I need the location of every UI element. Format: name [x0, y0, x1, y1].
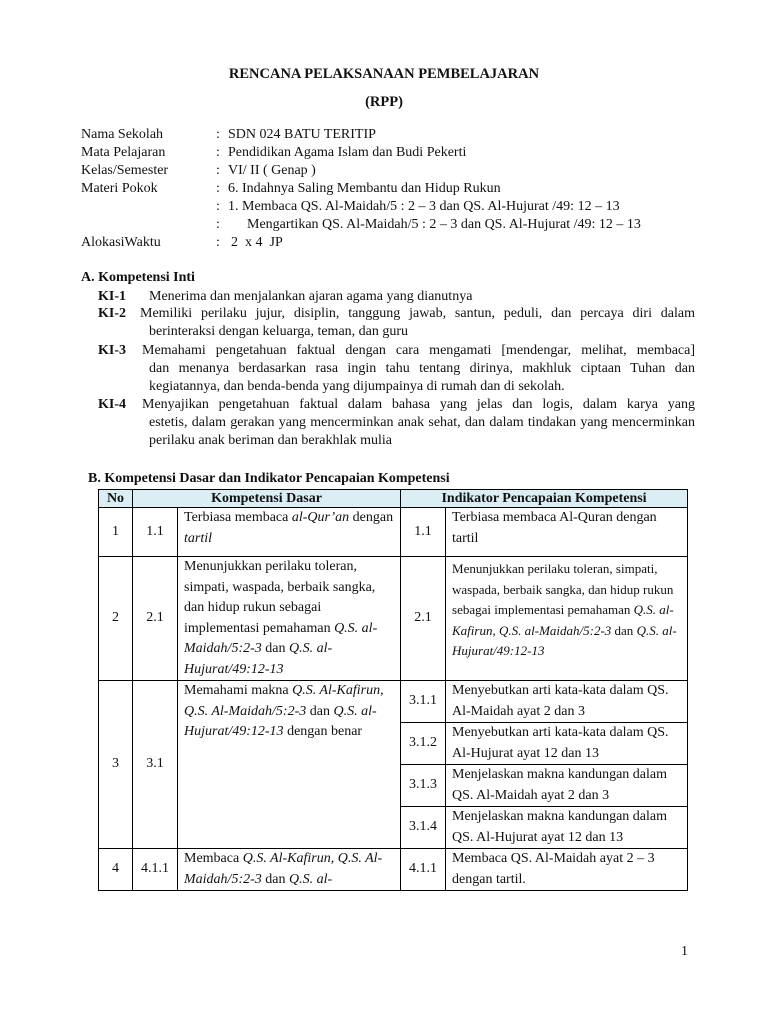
kd-code: 4.1.1: [133, 849, 178, 891]
ki-code: KI-4: [98, 397, 126, 412]
row-no: 3: [99, 681, 133, 849]
kd-text: Menunjukkan perilaku toleran, simpati, waspada, berbaik sangka, dan hidup rukun sebagai implementasi pemahaman Q.S. al- Maidah/5:2-3 dan Q.S. al-Hujurat/49:12-13: [178, 557, 401, 681]
ipk-text: Menyebutkan arti kata-kata dalam QS. Al-Hujurat ayat 12 dan 13: [446, 723, 688, 765]
ki-text-cont: estetis, dalam gerakan yang mencerminkan anak sehat, dan dalam tindakan yang mencerminkan perilaku anak beriman dan berakhlak mulia: [149, 415, 695, 448]
page-number: 1: [681, 944, 688, 959]
ipk-code: 3.1.4: [401, 807, 446, 849]
ipk-text: Membaca QS. Al-Maidah ayat 2 – 3 dengan tartil.: [446, 849, 688, 891]
kd-text: Terbiasa membaca al-Qur’an dengan tartil: [178, 508, 401, 557]
col-header-ipk: Indikator Pencapaian Kompetensi: [401, 490, 688, 508]
ki-text: Menerima dan menjalankan ajaran agama yang dianutnya: [149, 289, 473, 304]
ipk-text: Menjelaskan makna kandungan dalam QS. Al-Hujurat ayat 12 dan 13: [446, 807, 688, 849]
ki-code: KI-3: [98, 343, 126, 358]
label: Kelas/Semester: [81, 163, 169, 178]
table-row: [99, 849, 688, 891]
ipk-code: 1.1: [401, 508, 446, 557]
table-row: [99, 681, 688, 723]
value: 6. Indahnya Saling Membantu dan Hidup Rukun: [228, 181, 501, 196]
ipk-text: Menunjukkan perilaku toleran, simpati, waspada, berbaik sangka, dan hidup rukun sebagai implementasi pemahaman Q.S. al-Kafirun, Q.S. al-Maidah/5:2-3 dan Q.S. al- Hujurat/49:12-13: [446, 557, 688, 681]
ipk-text: Terbiasa membaca Al-Quran dengan tartil: [446, 508, 688, 557]
colon: :: [216, 163, 220, 178]
ki-text: Memiliki perilaku jujur, disiplin, tanggung jawab, santun, peduli, dan percaya diri dalam: [140, 306, 695, 321]
ipk-code: 2.1: [401, 557, 446, 681]
ki-text: Memahami pengetahuan faktual dengan cara mengamati [mendengar, melihat, membaca]: [142, 343, 695, 358]
ki-text-cont: dan menanya berdasarkan rasa ingin tahu tentang dirinya, makhluk ciptaan Tuhan dan kegiatannya, dan benda-benda yang dijumpainya di rumah dan di sekolah.: [149, 361, 695, 394]
col-header-no: No: [99, 490, 133, 508]
value: 2 x 4 JP: [231, 235, 283, 250]
table-row: [99, 557, 688, 681]
label: Materi Pokok: [81, 181, 158, 196]
colon: :: [216, 217, 220, 232]
col-header-kd: Kompetensi Dasar: [133, 490, 401, 508]
ki-item: [98, 305, 695, 341]
kd-text: Membaca Q.S. Al-Kafirun, Q.S. Al-Maidah/5:2-3 dan Q.S. al-: [178, 849, 401, 891]
kd-code: 1.1: [133, 508, 178, 557]
kd-code: 3.1: [133, 681, 178, 849]
row-no: 2: [99, 557, 133, 681]
ki-item: [98, 396, 695, 450]
colon: :: [216, 127, 220, 142]
value: Mengartikan QS. Al-Maidah/5 : 2 – 3 dan QS. Al-Hujurat /49: 12 – 13: [247, 217, 641, 232]
kd-text: Memahami makna Q.S. Al-Kafirun, Q.S. Al-Maidah/5:2-3 dan Q.S. al- Hujurat/49:12-13 dengan benar: [178, 681, 401, 849]
value: Pendidikan Agama Islam dan Budi Pekerti: [228, 145, 467, 160]
kd-table: [98, 489, 688, 891]
colon: :: [216, 235, 220, 250]
table-header-row: [99, 490, 688, 508]
label: Mata Pelajaran: [81, 145, 166, 160]
colon: :: [216, 145, 220, 160]
ipk-code: 3.1.2: [401, 723, 446, 765]
colon: :: [216, 181, 220, 196]
section-b-heading: B. Kompetensi Dasar dan Indikator Pencapaian Kompetensi: [88, 471, 450, 486]
kd-code: 2.1: [133, 557, 178, 681]
ipk-code: 3.1.3: [401, 765, 446, 807]
table-row: [99, 508, 688, 557]
section-a-heading: A. Kompetensi Inti: [81, 270, 195, 285]
ipk-text: Menyebutkan arti kata-kata dalam QS. Al-Maidah ayat 2 dan 3: [446, 681, 688, 723]
ipk-code: 3.1.1: [401, 681, 446, 723]
ki-item: [98, 288, 695, 306]
row-no: 4: [99, 849, 133, 891]
ipk-code: 4.1.1: [401, 849, 446, 891]
value: SDN 024 BATU TERITIP: [228, 127, 376, 142]
ki-text-cont: berinteraksi dengan keluarga, teman, dan guru: [149, 324, 409, 339]
label: Nama Sekolah: [81, 127, 164, 142]
ipk-text: Menjelaskan makna kandungan dalam QS. Al-Maidah ayat 2 dan 3: [446, 765, 688, 807]
ki-code: KI-1: [98, 289, 126, 304]
value: VI/ II ( Genap ): [228, 163, 316, 178]
colon: :: [216, 199, 220, 214]
value: 1. Membaca QS. Al-Maidah/5 : 2 – 3 dan QS. Al-Hujurat /49: 12 – 13: [228, 199, 620, 214]
ki-item: [98, 342, 695, 396]
ki-code: KI-2: [98, 306, 126, 321]
label: AlokasiWaktu: [81, 235, 161, 250]
ki-text: Menyajikan pengetahuan faktual dalam bahasa yang jelas dan logis, dalam karya yang: [142, 397, 695, 412]
document-title: RENCANA PELAKSANAAN PEMBELAJARAN: [228, 66, 540, 82]
document-subtitle: (RPP): [365, 94, 403, 110]
row-no: 1: [99, 508, 133, 557]
